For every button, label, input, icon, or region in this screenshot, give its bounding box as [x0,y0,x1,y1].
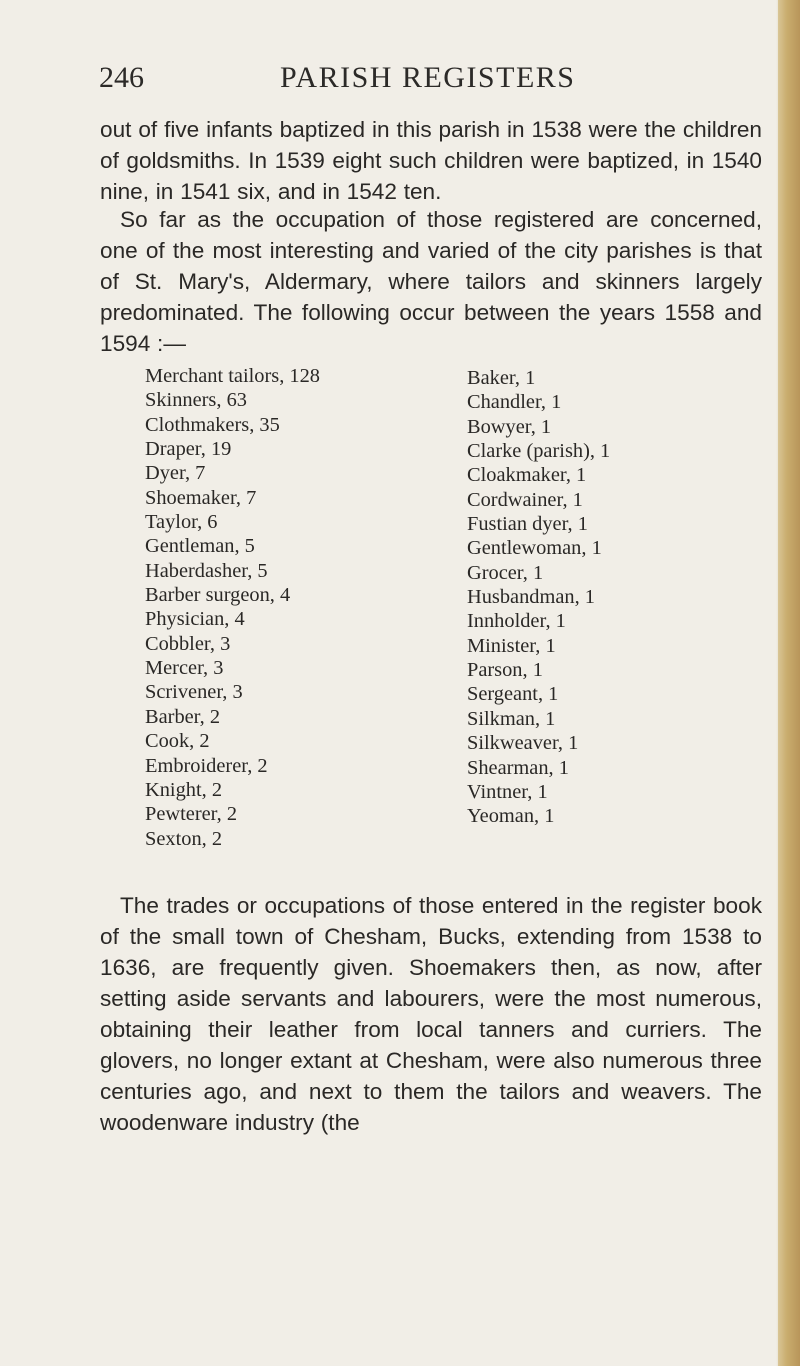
occupation-item: Shearman, 1 [467,756,569,779]
occupation-item: Barber, 2 [145,705,221,728]
occupation-item: Cobbler, 3 [145,632,231,655]
occupation-item: Grocer, 1 [467,561,544,584]
occupation-item: Baker, 1 [467,367,536,389]
occupation-item: Taylor, 6 [145,511,218,534]
occupation-item: Chandler, 1 [467,391,562,414]
occupation-item: Innholder, 1 [467,610,566,633]
occupation-item: Embroiderer, 2 [145,754,268,777]
occupation-item: Pewterer, 2 [145,803,238,826]
occupation-item: Draper, 19 [145,438,232,461]
occupation-item: Gentleman, 5 [145,535,255,558]
occupation-item: Scrivener, 3 [145,681,243,704]
occupation-item: Gentlewoman, 1 [467,537,602,560]
occupation-item: Minister, 1 [467,634,556,657]
occupation-item: Cordwainer, 1 [467,488,583,511]
paragraph-chesham [100,890,762,1138]
page-edge [778,0,800,1366]
occupations-list-right [467,366,610,829]
occupation-item: Silkman, 1 [467,707,556,730]
occupation-item: Merchant tailors, 128 [145,365,320,387]
occupation-item: Shoemaker, 7 [145,486,257,509]
occupation-item: Skinners, 63 [145,389,247,412]
occupation-item: Mercer, 3 [145,657,224,680]
running-title: PARISH REGISTERS [280,61,576,94]
paragraph-aldermary [100,204,762,359]
paragraph-chesham-text: The trades or occupations of those entered in the register book of the small town of Chesham, Bucks, extending from 1538 to 1636, are frequently given. Shoemakers then, as now, after setting aside servants and labourers, were the most numerous, obtaining their leather from local tanners and curriers. The glovers, no longer extant at Chesham, were also numerous three centuries ago, and next to them the tailors and weavers. The woodenware industry (the [100,893,762,1135]
occupation-item: Vintner, 1 [467,780,548,803]
occupation-item: Dyer, 7 [145,462,206,485]
occupation-item: Knight, 2 [145,778,223,801]
paragraph-aldermary-text: So far as the occupation of those registered are concerned, one of the most interesting and varied of the city parishes is that of St. Mary's, Aldermary, where tailors and skinners largely predominated. The following occur between the years 1558 and 1594 :— [100,207,762,356]
page-header [99,58,759,102]
paragraph-goldsmiths: out of five infants baptized in this parish in 1538 were the children of goldsmiths. In 1539 eight such children were baptized, in 1540 nine, in 1541 six, and in 1542 ten. [100,117,762,204]
occupation-item: Sexton, 2 [145,827,223,850]
occupation-item: Cook, 2 [145,730,210,753]
page-number: 246 [99,61,144,94]
occupation-item: Haberdasher, 5 [145,559,268,582]
occupation-item: Sergeant, 1 [467,683,559,706]
occupation-item: Barber surgeon, 4 [145,584,291,607]
occupation-item: Clarke (parish), 1 [467,440,611,463]
occupation-item: Yeoman, 1 [467,805,555,828]
occupation-item: Clothmakers, 35 [145,413,280,436]
occupations-list-left [145,364,320,851]
occupation-item: Physician, 4 [145,608,245,631]
occupation-item: Silkweaver, 1 [467,732,579,755]
occupation-item: Parson, 1 [467,659,543,682]
occupation-item: Fustian dyer, 1 [467,513,588,536]
occupation-item: Bowyer, 1 [467,415,552,438]
occupation-item: Cloakmaker, 1 [467,464,587,487]
occupation-item: Husbandman, 1 [467,586,595,609]
